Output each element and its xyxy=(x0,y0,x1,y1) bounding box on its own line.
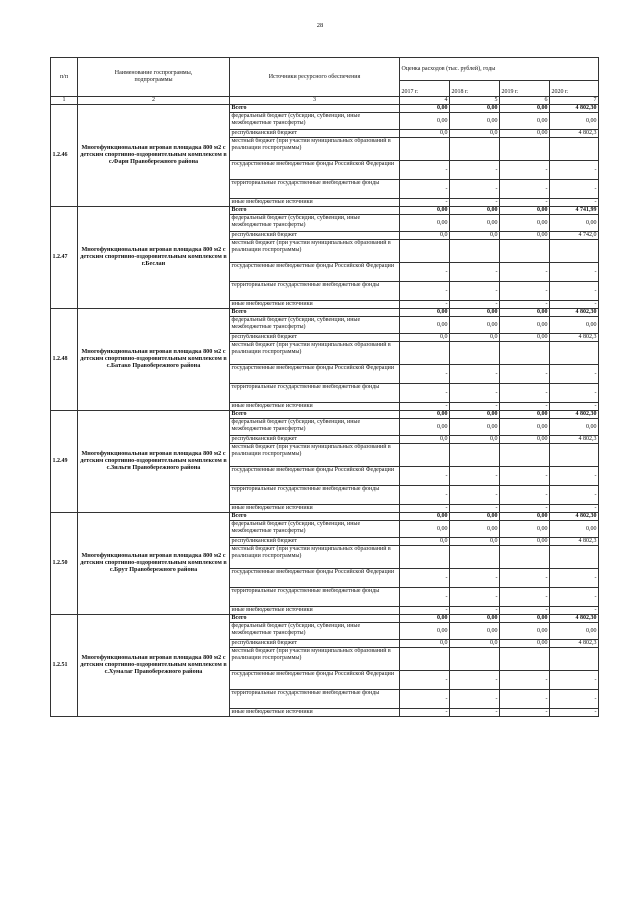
header-year: 2020 г. xyxy=(550,81,599,97)
amount-cell: 4 802,30 xyxy=(550,411,599,419)
amount-cell: 4 802,3 xyxy=(550,538,599,546)
table-body xyxy=(51,105,599,717)
funding-source: республиканский бюджет xyxy=(230,640,400,648)
funding-source: государственные внебюджетные фонды Российской Федерации xyxy=(230,467,400,486)
amount-cell xyxy=(500,648,550,671)
amount-cell xyxy=(450,444,500,467)
amount-cell: 4 802,3 xyxy=(550,436,599,444)
amount-cell: 4 802,30 xyxy=(550,105,599,113)
row-index: 1.2.51 xyxy=(51,615,78,717)
amount-cell: 0,00 xyxy=(500,615,550,623)
amount-cell: - xyxy=(550,161,599,180)
funding-source: федеральный бюджет (субсидии, субвенции, иные межбюджетные трансферты) xyxy=(230,521,400,538)
funding-source: республиканский бюджет xyxy=(230,232,400,240)
amount-cell: - xyxy=(450,263,500,282)
amount-cell: 4 802,30 xyxy=(550,513,599,521)
amount-cell: 4 741,99 xyxy=(550,207,599,215)
amount-cell: 0,0 xyxy=(450,130,500,138)
amount-cell: 0,00 xyxy=(500,113,550,130)
program-name: Многофункциональная игровая площадка 800 м2 с детским спортивно-оздоровительным комплексом в с.Фарн Правобережного района xyxy=(78,105,230,207)
amount-cell: - xyxy=(450,199,500,207)
amount-cell: - xyxy=(400,365,450,384)
amount-cell: 0,00 xyxy=(550,521,599,538)
amount-cell: - xyxy=(550,671,599,690)
amount-cell: - xyxy=(500,607,550,615)
column-number: 6 xyxy=(500,97,550,105)
amount-cell: - xyxy=(550,180,599,199)
amount-cell xyxy=(450,138,500,161)
amount-cell: 0,00 xyxy=(550,623,599,640)
funding-source: республиканский бюджет xyxy=(230,436,400,444)
table-row xyxy=(51,207,599,215)
amount-cell: 0,00 xyxy=(500,207,550,215)
amount-cell: - xyxy=(550,505,599,513)
funding-source: местный бюджет (при участии муниципальных образований в реализации госпрограммы) xyxy=(230,648,400,671)
header-year: 2017 г. xyxy=(400,81,450,97)
amount-cell: 0,00 xyxy=(450,623,500,640)
amount-cell: 4 742,0 xyxy=(550,232,599,240)
funding-source: территориальные государственные внебюджетные фонды xyxy=(230,180,400,199)
funding-source: Всего xyxy=(230,615,400,623)
amount-cell: 0,00 xyxy=(500,538,550,546)
amount-cell: 0,00 xyxy=(450,411,500,419)
amount-cell: 0,00 xyxy=(500,130,550,138)
funding-source: Всего xyxy=(230,309,400,317)
amount-cell: - xyxy=(450,709,500,717)
amount-cell: - xyxy=(400,282,450,301)
amount-cell: - xyxy=(550,403,599,411)
amount-cell: 0,0 xyxy=(400,538,450,546)
amount-cell xyxy=(500,444,550,467)
amount-cell: - xyxy=(450,486,500,505)
amount-cell: - xyxy=(450,671,500,690)
funding-source: территориальные государственные внебюджетные фонды xyxy=(230,282,400,301)
amount-cell: - xyxy=(400,505,450,513)
amount-cell: 0,00 xyxy=(400,309,450,317)
amount-cell: - xyxy=(400,709,450,717)
amount-cell: - xyxy=(550,467,599,486)
amount-cell: - xyxy=(450,161,500,180)
table-row xyxy=(51,615,599,623)
amount-cell: - xyxy=(500,671,550,690)
funding-source: федеральный бюджет (субсидии, субвенции, иные межбюджетные трансферты) xyxy=(230,419,400,436)
amount-cell xyxy=(400,240,450,263)
amount-cell: 4 802,3 xyxy=(550,334,599,342)
funding-source: государственные внебюджетные фонды Российской Федерации xyxy=(230,569,400,588)
amount-cell: - xyxy=(500,588,550,607)
amount-cell xyxy=(400,342,450,365)
amount-cell: 0,00 xyxy=(400,411,450,419)
amount-cell: 0,00 xyxy=(450,309,500,317)
amount-cell: - xyxy=(450,467,500,486)
amount-cell: 4 802,3 xyxy=(550,130,599,138)
row-index: 1.2.50 xyxy=(51,513,78,615)
amount-cell xyxy=(500,240,550,263)
amount-cell: 0,0 xyxy=(400,640,450,648)
row-index: 1.2.49 xyxy=(51,411,78,513)
amount-cell: 0,00 xyxy=(400,521,450,538)
amount-cell: 0,00 xyxy=(450,207,500,215)
amount-cell xyxy=(400,546,450,569)
row-index: 1.2.47 xyxy=(51,207,78,309)
amount-cell: 0,00 xyxy=(500,513,550,521)
amount-cell: 0,0 xyxy=(450,232,500,240)
amount-cell: 0,00 xyxy=(450,105,500,113)
column-numbering-row xyxy=(51,97,599,105)
amount-cell: - xyxy=(400,180,450,199)
amount-cell: - xyxy=(450,365,500,384)
amount-cell: - xyxy=(500,301,550,309)
amount-cell: - xyxy=(550,486,599,505)
amount-cell: - xyxy=(500,467,550,486)
amount-cell: - xyxy=(400,384,450,403)
funding-source: территориальные государственные внебюджетные фонды xyxy=(230,384,400,403)
amount-cell: 0,00 xyxy=(450,113,500,130)
amount-cell: 0,00 xyxy=(400,513,450,521)
row-index: 1.2.46 xyxy=(51,105,78,207)
amount-cell: - xyxy=(450,301,500,309)
amount-cell: 0,00 xyxy=(500,411,550,419)
amount-cell: 0,00 xyxy=(550,317,599,334)
amount-cell: - xyxy=(550,607,599,615)
amount-cell: 0,0 xyxy=(450,640,500,648)
amount-cell: 0,00 xyxy=(450,513,500,521)
column-number: 3 xyxy=(230,97,400,105)
header-num: п/п xyxy=(51,58,78,97)
amount-cell: - xyxy=(400,486,450,505)
amount-cell: 0,00 xyxy=(400,419,450,436)
amount-cell: - xyxy=(500,365,550,384)
funding-source: иные внебюджетные источники xyxy=(230,505,400,513)
amount-cell: - xyxy=(500,709,550,717)
amount-cell: 0,0 xyxy=(400,232,450,240)
amount-cell: 4 802,30 xyxy=(550,309,599,317)
funding-source: иные внебюджетные источники xyxy=(230,403,400,411)
amount-cell: - xyxy=(400,199,450,207)
funding-source: местный бюджет (при участии муниципальных образований в реализации госпрограммы) xyxy=(230,546,400,569)
amount-cell xyxy=(450,342,500,365)
amount-cell: - xyxy=(550,588,599,607)
column-number: 2 xyxy=(78,97,230,105)
funding-source: государственные внебюджетные фонды Российской Федерации xyxy=(230,161,400,180)
amount-cell: - xyxy=(500,180,550,199)
table-row xyxy=(51,309,599,317)
amount-cell: - xyxy=(450,403,500,411)
resource-table xyxy=(50,57,599,717)
amount-cell: 0,0 xyxy=(400,334,450,342)
amount-cell: - xyxy=(550,569,599,588)
amount-cell: - xyxy=(400,607,450,615)
amount-cell: 0,00 xyxy=(550,215,599,232)
amount-cell: 4 802,30 xyxy=(550,615,599,623)
amount-cell: - xyxy=(450,180,500,199)
funding-source: территориальные государственные внебюджетные фонды xyxy=(230,486,400,505)
amount-cell: 0,0 xyxy=(450,436,500,444)
amount-cell xyxy=(500,546,550,569)
amount-cell: - xyxy=(500,263,550,282)
program-name: Многофункциональная игровая площадка 800 м2 с детским спортивно-оздоровительным комплексом в с.Батако Правобережного района xyxy=(78,309,230,411)
amount-cell: 0,00 xyxy=(400,207,450,215)
program-name: Многофункциональная игровая площадка 800 м2 с детским спортивно-оздоровительным комплексом в с.Зильги Правобережного района xyxy=(78,411,230,513)
amount-cell: - xyxy=(500,282,550,301)
amount-cell: - xyxy=(500,569,550,588)
funding-source: федеральный бюджет (субсидии, субвенции, иные межбюджетные трансферты) xyxy=(230,623,400,640)
table-row xyxy=(51,411,599,419)
column-number: 1 xyxy=(51,97,78,105)
funding-source: республиканский бюджет xyxy=(230,334,400,342)
amount-cell: - xyxy=(450,690,500,709)
amount-cell: - xyxy=(400,690,450,709)
amount-cell: 0,00 xyxy=(500,419,550,436)
amount-cell xyxy=(550,546,599,569)
amount-cell: - xyxy=(450,505,500,513)
amount-cell: - xyxy=(500,486,550,505)
header-sources: Источники ресурсного обеспечения xyxy=(230,58,400,97)
funding-source: государственные внебюджетные фонды Российской Федерации xyxy=(230,671,400,690)
funding-source: Всего xyxy=(230,411,400,419)
amount-cell: 0,00 xyxy=(400,105,450,113)
amount-cell: 0,0 xyxy=(450,334,500,342)
column-number: 4 xyxy=(400,97,450,105)
amount-cell: - xyxy=(550,384,599,403)
amount-cell: 0,00 xyxy=(450,317,500,334)
amount-cell: 0,00 xyxy=(500,640,550,648)
table-row xyxy=(51,513,599,521)
amount-cell: - xyxy=(500,505,550,513)
funding-source: местный бюджет (при участии муниципальных образований в реализации госпрограммы) xyxy=(230,138,400,161)
amount-cell: 0,00 xyxy=(550,419,599,436)
funding-source: местный бюджет (при участии муниципальных образований в реализации госпрограммы) xyxy=(230,444,400,467)
amount-cell xyxy=(450,546,500,569)
amount-cell: - xyxy=(400,263,450,282)
amount-cell: 0,00 xyxy=(500,623,550,640)
amount-cell: 0,00 xyxy=(450,419,500,436)
amount-cell: - xyxy=(450,588,500,607)
amount-cell: 0,00 xyxy=(500,105,550,113)
header-estimate: Оценка расходов (тыс. рублей), годы xyxy=(400,58,599,81)
table-row xyxy=(51,105,599,113)
funding-source: республиканский бюджет xyxy=(230,538,400,546)
page-number: 28 xyxy=(316,22,324,29)
amount-cell: - xyxy=(400,403,450,411)
funding-source: государственные внебюджетные фонды Российской Федерации xyxy=(230,263,400,282)
amount-cell xyxy=(550,648,599,671)
amount-cell: 0,0 xyxy=(450,538,500,546)
amount-cell: 0,00 xyxy=(500,309,550,317)
amount-cell: - xyxy=(550,263,599,282)
funding-source: Всего xyxy=(230,207,400,215)
amount-cell: - xyxy=(550,690,599,709)
amount-cell: - xyxy=(400,467,450,486)
funding-source: Всего xyxy=(230,105,400,113)
amount-cell: - xyxy=(450,607,500,615)
amount-cell: 0,00 xyxy=(500,436,550,444)
amount-cell: 0,00 xyxy=(500,334,550,342)
funding-source: федеральный бюджет (субсидии, субвенции, иные межбюджетные трансферты) xyxy=(230,215,400,232)
column-number: 5 xyxy=(450,97,500,105)
amount-cell xyxy=(400,444,450,467)
amount-cell: 0,00 xyxy=(400,215,450,232)
funding-source: Всего xyxy=(230,513,400,521)
amount-cell: - xyxy=(550,709,599,717)
amount-cell: 0,00 xyxy=(500,215,550,232)
amount-cell xyxy=(500,138,550,161)
amount-cell xyxy=(450,648,500,671)
funding-source: местный бюджет (при участии муниципальных образований в реализации госпрограммы) xyxy=(230,240,400,263)
header-name: Наименование госпрограммы, подпрограммы xyxy=(78,58,230,97)
amount-cell xyxy=(400,648,450,671)
amount-cell: - xyxy=(500,199,550,207)
amount-cell: 0,00 xyxy=(400,615,450,623)
amount-cell: - xyxy=(550,199,599,207)
amount-cell xyxy=(400,138,450,161)
amount-cell: - xyxy=(450,384,500,403)
funding-source: территориальные государственные внебюджетные фонды xyxy=(230,588,400,607)
amount-cell: - xyxy=(400,671,450,690)
column-number: 7 xyxy=(550,97,599,105)
amount-cell: 0,00 xyxy=(450,215,500,232)
amount-cell: - xyxy=(500,690,550,709)
amount-cell xyxy=(550,342,599,365)
amount-cell: 0,0 xyxy=(400,130,450,138)
funding-source: иные внебюджетные источники xyxy=(230,301,400,309)
funding-source: федеральный бюджет (субсидии, субвенции, иные межбюджетные трансферты) xyxy=(230,317,400,334)
header-year: 2018 г. xyxy=(450,81,500,97)
amount-cell: - xyxy=(450,569,500,588)
amount-cell: - xyxy=(500,403,550,411)
amount-cell: - xyxy=(400,588,450,607)
amount-cell: 0,00 xyxy=(400,317,450,334)
amount-cell: 0,00 xyxy=(500,521,550,538)
amount-cell xyxy=(500,342,550,365)
amount-cell: - xyxy=(550,365,599,384)
amount-cell xyxy=(550,240,599,263)
funding-source: иные внебюджетные источники xyxy=(230,199,400,207)
amount-cell: - xyxy=(550,282,599,301)
row-index: 1.2.48 xyxy=(51,309,78,411)
program-name: Многофункциональная игровая площадка 800 м2 с детским спортивно-оздоровительным комплексом в г.Беслан xyxy=(78,207,230,309)
amount-cell: - xyxy=(500,161,550,180)
amount-cell: 0,00 xyxy=(400,623,450,640)
amount-cell: 0,00 xyxy=(500,232,550,240)
program-name: Многофункциональная игровая площадка 800 м2 с детским спортивно-оздоровительным комплексом в с.Хумалаг Правобережного района xyxy=(78,615,230,717)
funding-source: федеральный бюджет (субсидии, субвенции, иные межбюджетные трансферты) xyxy=(230,113,400,130)
amount-cell xyxy=(550,444,599,467)
amount-cell: 0,00 xyxy=(450,615,500,623)
funding-source: республиканский бюджет xyxy=(230,130,400,138)
header-year: 2019 г. xyxy=(500,81,550,97)
funding-source: местный бюджет (при участии муниципальных образований в реализации госпрограммы) xyxy=(230,342,400,365)
amount-cell: 0,00 xyxy=(400,113,450,130)
amount-cell xyxy=(450,240,500,263)
amount-cell: 4 802,3 xyxy=(550,640,599,648)
amount-cell: - xyxy=(400,569,450,588)
amount-cell: - xyxy=(550,301,599,309)
program-name: Многофункциональная игровая площадка 800 м2 с детским спортивно-оздоровительным комплексом в с.Брут Правобережного района xyxy=(78,513,230,615)
amount-cell: 0,00 xyxy=(550,113,599,130)
amount-cell xyxy=(550,138,599,161)
funding-source: иные внебюджетные источники xyxy=(230,607,400,615)
amount-cell: - xyxy=(400,161,450,180)
amount-cell: - xyxy=(400,301,450,309)
funding-source: иные внебюджетные источники xyxy=(230,709,400,717)
funding-source: территориальные государственные внебюджетные фонды xyxy=(230,690,400,709)
amount-cell: 0,0 xyxy=(400,436,450,444)
amount-cell: - xyxy=(500,384,550,403)
funding-source: государственные внебюджетные фонды Российской Федерации xyxy=(230,365,400,384)
header-row xyxy=(51,58,599,81)
amount-cell: 0,00 xyxy=(500,317,550,334)
amount-cell: - xyxy=(450,282,500,301)
amount-cell: 0,00 xyxy=(450,521,500,538)
